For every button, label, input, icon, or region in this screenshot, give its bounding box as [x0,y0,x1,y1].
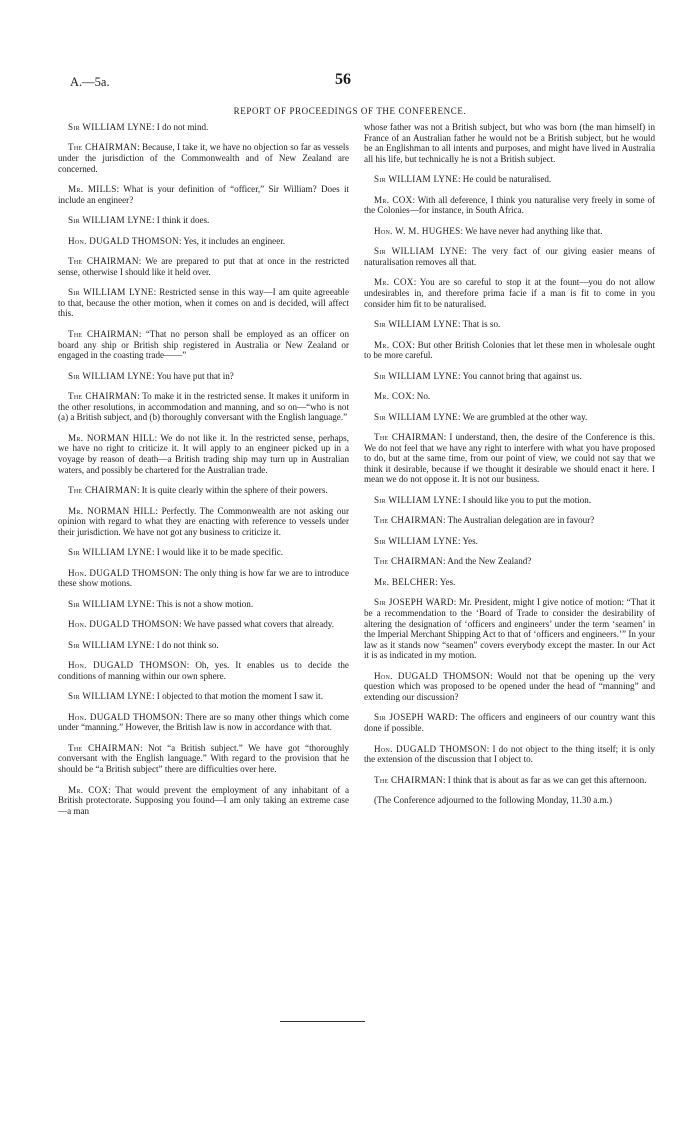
speaker-name: The CHAIRMAN [374,432,444,443]
speech-text: I think that is about as far as we can get this afternoon. [447,774,647,785]
speaker-name: Mr. COX [374,391,412,402]
speaker-name: Hon. DUGALD THOMSON [68,711,181,722]
speaker-name: Mr. COX [374,339,413,350]
speech-text: With all deference, I think you naturalise very freely in some of the Colonies—for instance, in South Africa. [364,194,656,216]
section-title: REPORT OF PROCEEDINGS OF THE CONFERENCE. [233,106,467,116]
closing-rule [280,1021,365,1022]
speech-text: You have put that in? [156,370,234,381]
speech-paragraph: Sir JOSEPH WARD: Mr. President, might I give notice of motion: “That it be a recommendation to the ‘Board of Trade to consider the desirability of altering the designation of ‘officers and engineers’ under the term ‘seamen’ in the Imperial Merchant Shipping Act to that of ‘officers and engineers.’” In your law as it stands now “seamen” covers everybody except the master. In our Act it is as indicated in my motion. [364,597,655,661]
speech-text: You cannot bring that against us. [462,370,582,381]
speech-paragraph: Mr. COX: But other British Colonies that let these men in wholesale ought to be more careful. [364,339,655,361]
speaker-name: Mr. NORMAN HILL [68,505,156,516]
speech-paragraph: The CHAIRMAN: The Australian delegation are in favour? [374,515,595,526]
speech-paragraph: Sir JOSEPH WARD: The officers and engineers of our country want this done if possible. [364,712,655,734]
speech-paragraph: Sir WILLIAM LYNE: I think it does. [68,215,210,226]
speaker-name: Hon. DUGALD THOMSON [68,567,180,578]
speech-paragraph: Hon. DUGALD THOMSON: There are so many other things which come under “manning.” However, the British law is now in accordance with that. [58,711,350,733]
speaker-name: Mr. COX [374,277,414,288]
document-reference: A.—5a. [70,75,110,89]
right-column [364,122,655,816]
speech-paragraph: The CHAIRMAN: “That no person shall be employed as an officer on board any ship or British ship registered in Australia or New Zealand or engaged in the coasting trade——” [58,328,349,361]
speech-text: Yes, it includes an engineer. [183,235,286,246]
speaker-name: Mr. BELCHER [374,576,436,587]
speech-paragraph: The CHAIRMAN: To make it in the restricted sense. It makes it uniform in the other resolutions, in accommodation and manning, and so on—“who is not (a) a British subject, and (b) thoroughly conversant with the English language.” [58,391,349,423]
speech-paragraph: The CHAIRMAN: And the New Zealand? [374,556,532,567]
speaker-name: Sir WILLIAM LYNE [68,122,152,132]
speech-paragraph: Sir WILLIAM LYNE: He could be naturalised. [374,174,552,185]
speaker-name: Sir WILLIAM LYNE [68,287,154,298]
speaker-name: Sir WILLIAM LYNE [374,535,458,546]
speech-paragraph: Hon. DUGALD THOMSON: We have passed what covers that already. [68,619,335,630]
speech-paragraph: Mr. NORMAN HILL: Perfectly. The Commonwealth are not asking our opinion with regard to what they are enacting with reference to vessels under their jurisdiction. We have not got any business to criticize it. [58,505,349,537]
speech-paragraph: Sir WILLIAM LYNE: Restricted sense in this way—I am quite agreeable to that, because the other motion, when it comes on and is decided, will affect this. [58,287,349,319]
speech-paragraph: Mr. COX: That would prevent the employment of any inhabitant of a British protectorate. Supposing you found—I am only taking an extreme case—a man [58,784,350,816]
speaker-name: The CHAIRMAN [374,515,443,526]
speech-text: We have passed what covers that already. [183,619,335,630]
speech-text: This is not a show motion. [156,598,254,609]
speech-text: We do not like it. In the restricted sense, perhaps, we have no right to criticize it. It will apply to an engineer picked up in a voyage by reason of death—a British trading ship may turn up in Australian waters, and possibly be chartered for the Australian trade. [58,432,349,475]
speech-paragraph: Hon. DUGALD THOMSON: Would not that be opening up the very question which was proposed to be opened under the head of “manning” and extending our discussion? [364,670,655,702]
speech-text: Oh, yes. It enables us to decide the conditions of manning within our own sphere. [58,660,349,681]
speaker-name: The CHAIRMAN [374,774,443,785]
speech-paragraph: The CHAIRMAN: I think that is about as far as we can get this afternoon. [374,774,647,785]
speech-paragraph: Hon. DUGALD THOMSON: The only thing is how far we are to introduce these show motions. [58,567,350,589]
speech-text: No. [416,391,431,402]
speech-text: I should like you to put the motion. [462,494,592,505]
speech-text: The Australian delegation are in favour? [447,515,595,526]
speech-paragraph: Sir WILLIAM LYNE: I do not mind. [68,122,209,132]
speech-text: It is quite clearly within the sphere of their powers. [141,485,328,496]
speech-paragraph: The CHAIRMAN: We are prepared to put that at once in the restricted sense, otherwise I should like it held over. [58,256,349,277]
speech-paragraph: Hon. W. M. HUGHES: We have never had anything like that. [374,225,603,236]
speech-paragraph: The CHAIRMAN: It is quite clearly within the sphere of their powers. [68,485,328,496]
speaker-name: Sir JOSEPH WARD [374,597,454,608]
speaker-name: Sir JOSEPH WARD [374,712,456,723]
speaker-name: Hon. DUGALD THOMSON [68,619,179,630]
speech-text: I understand, then, the desire of the Conference is this. We do not feel that we have any right to interfere with what you have proposed to do, but at the same time, from our point of view, we could not say that we think it desirable, because if we thought it desirable we should enact it here. I mean we do not oppose it. It is not our business. [364,432,655,485]
speech-paragraph: Sir WILLIAM LYNE: This is not a show motion. [68,598,254,609]
speech-text: The only thing is how far we are to introduce these show motions. [58,567,350,589]
speech-text: I do not object to the thing itself; it is only the extension of the discussion that I object to. [364,743,655,765]
speech-text: “That no person shall be employed as an officer on board any ship or British ship registered in Australia or New Zealand or engaged in the coasting trade——” [58,328,349,361]
speech-paragraph: Sir WILLIAM LYNE: That is so. [374,319,501,330]
speaker-name: Hon. W. M. HUGHES [374,225,461,236]
speech-paragraph: Sir WILLIAM LYNE: The very fact of our giving easier means of naturalisation removes all that. [364,246,656,267]
speech-text: He could be naturalised. [462,174,552,185]
speech-text: I do not think so. [156,639,219,650]
speaker-name: The CHAIRMAN [68,256,139,267]
speech-paragraph: Sir WILLIAM LYNE: You have put that in? [68,370,234,381]
speech-text: I objected to that motion the moment I saw it. [156,691,323,702]
speech-paragraph: Sir WILLIAM LYNE: You cannot bring that against us. [374,370,582,381]
speech-paragraph: Sir WILLIAM LYNE: I do not think so. [68,639,219,650]
speech-text: I would like it to be made specific. [156,547,284,558]
speech-text: Perfectly. The Commonwealth are not asking our opinion with regard to what they are enacting with reference to vessels under their jurisdiction. We have not got any business to criticize it. [58,505,349,537]
page-number: 56 [335,71,351,88]
speaker-name: Hon. DUGALD THOMSON [374,670,491,681]
speech-text: whose father was not a British subject, but who was born (the man himself) in France of an Australian father he would not be a British subject, but he would be an Englishman to all intents and purposes, and might have lived in Australia all his life, but technically he is not a British subject. [364,122,655,164]
speech-text: Not “a British subject.” We have got “thoroughly conversant with the English language.” With regard to the provision that he should be “a British subject” there are difficulties over here. [58,742,349,775]
speech-paragraph: Hon. DUGALD THOMSON: Yes, it includes an engineer. [68,235,286,246]
speaker-name: The CHAIRMAN [68,485,137,496]
speaker-name: The CHAIRMAN [68,742,141,753]
page-header [0,66,700,96]
speaker-name: The CHAIRMAN [374,556,443,567]
speaker-name: Sir WILLIAM LYNE [374,370,458,381]
speech-text: Because, I take it, we have no objection so far as vessels under the jurisdiction of the Commonwealth and of New Zealand are concerned. [58,142,349,174]
speaker-name: The CHAIRMAN [68,391,138,402]
speaker-name: Hon. DUGALD THOMSON [68,660,187,671]
speaker-name: Sir WILLIAM LYNE [68,215,152,226]
speech-text: We are prepared to put that at once in the restricted sense, otherwise I should like it held over. [58,256,349,277]
speech-text: We are grumbled at the other way. [462,411,588,422]
speaker-name: Mr. NORMAN HILL [68,432,155,443]
speech-paragraph: Sir WILLIAM LYNE: I should like you to put the motion. [374,494,592,505]
speech-paragraph: Hon. DUGALD THOMSON: Oh, yes. It enables us to decide the conditions of manning within our own sphere. [58,660,349,681]
speech-text: Yes. [439,576,456,587]
speaker-name: Mr. MILLS [68,184,117,195]
speech-paragraph: Mr. NORMAN HILL: We do not like it. In the restricted sense, perhaps, we have no right to criticize it. It will apply to an engineer picked up in a voyage by reason of death—a British trading ship may turn up in Australian waters, and possibly be chartered for the Australian trade. [58,432,349,475]
speaker-name: Sir WILLIAM LYNE [68,370,152,381]
speech-paragraph: Sir WILLIAM LYNE: I would like it to be made specific. [68,547,284,558]
speech-paragraph: Mr. BELCHER: Yes. [374,576,456,587]
speech-paragraph [364,122,655,164]
speech-text: The officers and engineers of our country want this done if possible. [364,712,655,734]
speaker-name: Mr. COX [374,194,413,205]
speech-paragraph [364,795,655,806]
speech-text: To make it in the restricted sense. It makes it uniform in the other resolutions, in accommodation and manning, and so on—“who is not (a) a British subject, and (b) thoroughly conversant with the English language.” [58,391,349,423]
speech-paragraph: Mr. MILLS: What is your definition of “officer,” Sir William? Does it include an engineer? [58,184,349,205]
speech-text: I think it does. [156,215,210,226]
speech-text: Would not that be opening up the very question which was proposed to be opened under the head of “manning” and extending our discussion? [364,670,655,702]
speech-text: And the New Zealand? [447,556,532,567]
speaker-name: Sir WILLIAM LYNE [68,598,152,609]
speaker-name: Sir WILLIAM LYNE [374,319,458,330]
speaker-name: Hon. DUGALD THOMSON [374,743,487,754]
speech-paragraph: Sir WILLIAM LYNE: Yes. [374,535,478,546]
speaker-name: The CHAIRMAN [68,142,138,153]
speech-text: Mr. President, might I give notice of motion: “That it be a recommendation to the ‘Board of Trade to consider the desirability of altering the designation of ‘officers and engineers’ under the term ‘seamen’ in the Imperial Merchant Shipping Act to that of ‘officers and engineers.’” In your law as it stands now “seamen” covers everybody except the master. In our Act it is as indicated in my motion. [364,597,655,661]
speaker-name: Sir WILLIAM LYNE [68,691,152,702]
speaker-name: Mr. COX [68,784,109,795]
speech-paragraph: The CHAIRMAN: Not “a British subject.” We have got “thoroughly conversant with the English language.” With regard to the provision that he should be “a British subject” there are difficulties over here. [58,742,349,775]
speech-text: That is so. [462,319,501,330]
speech-text: We have never had anything like that. [465,225,603,236]
speech-paragraph: Mr. COX: You are so careful to stop it at the fount—you do not allow undesirables in, and therefore prima facie if a man is fit to come in you consider him fit to be naturalised. [364,277,656,309]
speech-text: But other British Colonies that let these men in wholesale ought to be more careful. [364,339,655,361]
speech-text: I do not mind. [156,122,209,132]
speech-paragraph: Sir WILLIAM LYNE: I objected to that motion the moment I saw it. [68,691,323,702]
speech-text: What is your definition of “officer,” Sir William? Does it include an engineer? [58,184,349,205]
speaker-name: Sir WILLIAM LYNE [374,246,465,257]
left-column [58,122,349,826]
speech-paragraph: The CHAIRMAN: Because, I take it, we have no objection so far as vessels under the jurisdiction of the Commonwealth and of New Zealand are concerned. [58,142,349,174]
speech-text: There are so many other things which come under “manning.” However, the British law is now in accordance with that. [58,711,350,733]
speaker-name: Sir WILLIAM LYNE [374,411,458,422]
speech-text: (The Conference adjourned to the following Monday, 11.30 a.m.) [374,795,612,806]
speaker-name: Sir WILLIAM LYNE [374,494,458,505]
speaker-name: Hon. DUGALD THOMSON [68,235,179,246]
speaker-name: The CHAIRMAN [68,328,139,339]
speech-paragraph: Hon. DUGALD THOMSON: I do not object to the thing itself; it is only the extension of the discussion that I object to. [364,743,655,765]
speaker-name: Sir WILLIAM LYNE [68,639,152,650]
speech-paragraph: Mr. COX: No. [374,391,431,402]
speech-paragraph: The CHAIRMAN: I understand, then, the desire of the Conference is this. We do not feel that we have any right to interfere with what you have proposed to do, but at the same time, from our point of view, we could not say that we think it desirable, because if we thought it desirable we should enact it here. I mean we do not oppose it. It is not our business. [364,432,655,485]
speech-text: The very fact of our giving easier means of naturalisation removes all that. [364,246,656,267]
speaker-name: Sir WILLIAM LYNE [374,174,458,185]
speech-text: That would prevent the employment of any inhabitant of a British protectorate. Supposing you found—I am only taking an extreme case—a man [58,784,350,816]
speech-text: Restricted sense in this way—I am quite agreeable to that, because the other motion, when it comes on and is decided, will affect this. [58,287,349,319]
speaker-name: Sir WILLIAM LYNE [68,547,152,558]
speech-text: You are so careful to stop it at the fount—you do not allow undesirables in, and therefore prima facie if a man is fit to come in you consider him fit to be naturalised. [364,277,656,309]
speech-paragraph: Mr. COX: With all deference, I think you naturalise very freely in some of the Colonies—for instance, in South Africa. [364,194,656,216]
speech-text: Yes. [462,535,478,546]
speech-paragraph: Sir WILLIAM LYNE: We are grumbled at the other way. [374,411,588,422]
